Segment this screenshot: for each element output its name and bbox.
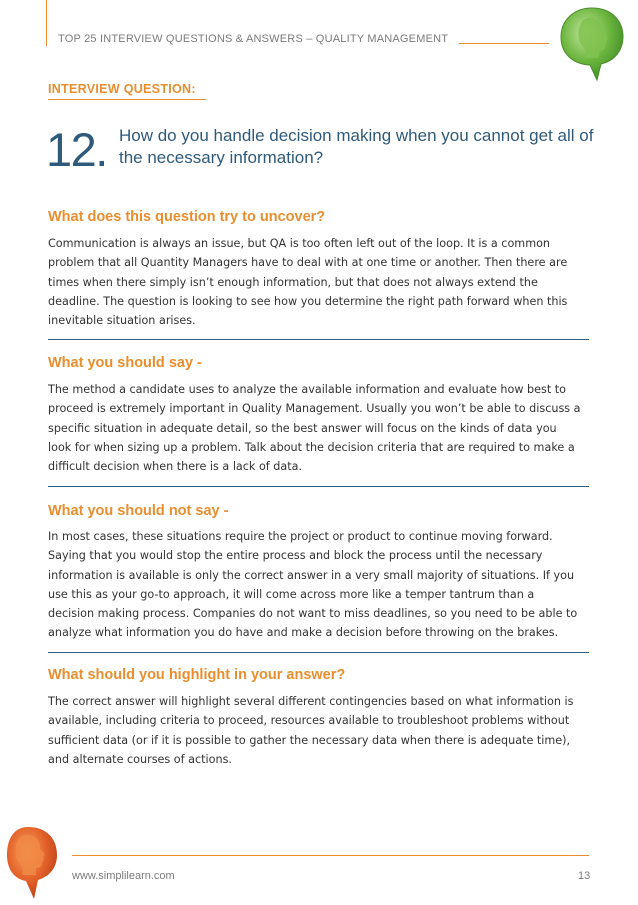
body-line: deadline. The question is looking to see how you determine the right path forward when this [48, 294, 568, 308]
section-body-uncover [48, 234, 593, 330]
section-divider [48, 652, 589, 653]
header-rule [459, 43, 549, 44]
section-body-should-say [48, 380, 593, 476]
section-divider [48, 486, 589, 487]
body-line: Communication is always an issue, but QA is too often left out of the loop. It is a common [48, 237, 551, 250]
body-line: use this as your go-to approach, it will come across more like a temper tantrum than a [48, 587, 535, 601]
body-line: times when there simply isn’t enough information, but that does not always extend the [48, 275, 538, 289]
body-line: The correct answer will highlight several different contingencies based on what information is [48, 695, 574, 708]
body-line: analyze what information you do have and make a decision before throwing on the brakes. [48, 626, 559, 640]
footer-rule [72, 855, 589, 856]
section-heading-highlight: What should you highlight in your answer? [48, 667, 346, 683]
page-number: 13 [578, 870, 591, 882]
section-body-should-not-say [48, 527, 593, 643]
speech-bubble-profile-icon [4, 825, 60, 905]
body-line: The method a candidate uses to analyze the available information and evaluate how best to [48, 383, 567, 396]
question-number: 12. [46, 123, 107, 176]
interview-question-label: INTERVIEW QUESTION: [48, 82, 196, 96]
body-line: and alternate courses of actions. [48, 752, 232, 766]
footer-url[interactable]: www.simplilearn.com [72, 870, 175, 882]
body-line: problem that all Quantity Managers have to deal with at one time or another. Then there are [48, 256, 568, 270]
speech-bubble-profile-icon [557, 4, 627, 88]
body-line: specific situation in adequate detail, so the best answer will focus on the kinds of data you [48, 421, 557, 435]
body-line: difficult decision when there is a lack of data. [48, 460, 303, 474]
question-text: How do you handle decision making when you cannot get all of the necessary information? [119, 126, 594, 167]
body-line: proceed is extremely important in Quality Management. Usually you won’t be able to discuss a [48, 402, 581, 416]
section-heading-uncover: What does this question try to uncover? [48, 209, 326, 225]
body-line: look for when sizing up a problem. Talk about the decision criteria that are required to make a [48, 440, 575, 454]
section-body-highlight [48, 692, 593, 769]
header-accent-line [46, 0, 47, 46]
section-heading-should-say: What you should say - [48, 355, 202, 371]
body-line: decision making process. Companies do not want to miss deadlines, so you need to be able to [48, 607, 578, 621]
body-line: sufficient data (or if it is possible to gather the necessary data when there is adequate time), [48, 733, 571, 747]
section-heading-should-not-say: What you should not say - [48, 503, 229, 519]
section-divider [48, 339, 589, 340]
label-underline [48, 99, 206, 100]
body-line: available, including criteria to proceed, resources available to troubleshoot problems without [48, 714, 570, 728]
header-title: TOP 25 INTERVIEW QUESTIONS & ANSWERS – QUALITY MANAGEMENT [58, 33, 449, 45]
body-line: Saying that you would stop the entire process and block the process until the necessary [48, 549, 543, 563]
body-line: In most cases, these situations require the project or product to continue moving forward. [48, 530, 553, 543]
body-line: inevitable situation arises. [48, 314, 196, 328]
body-line: information is available is only the correct answer in a very small majority of situations. If you [48, 568, 575, 582]
